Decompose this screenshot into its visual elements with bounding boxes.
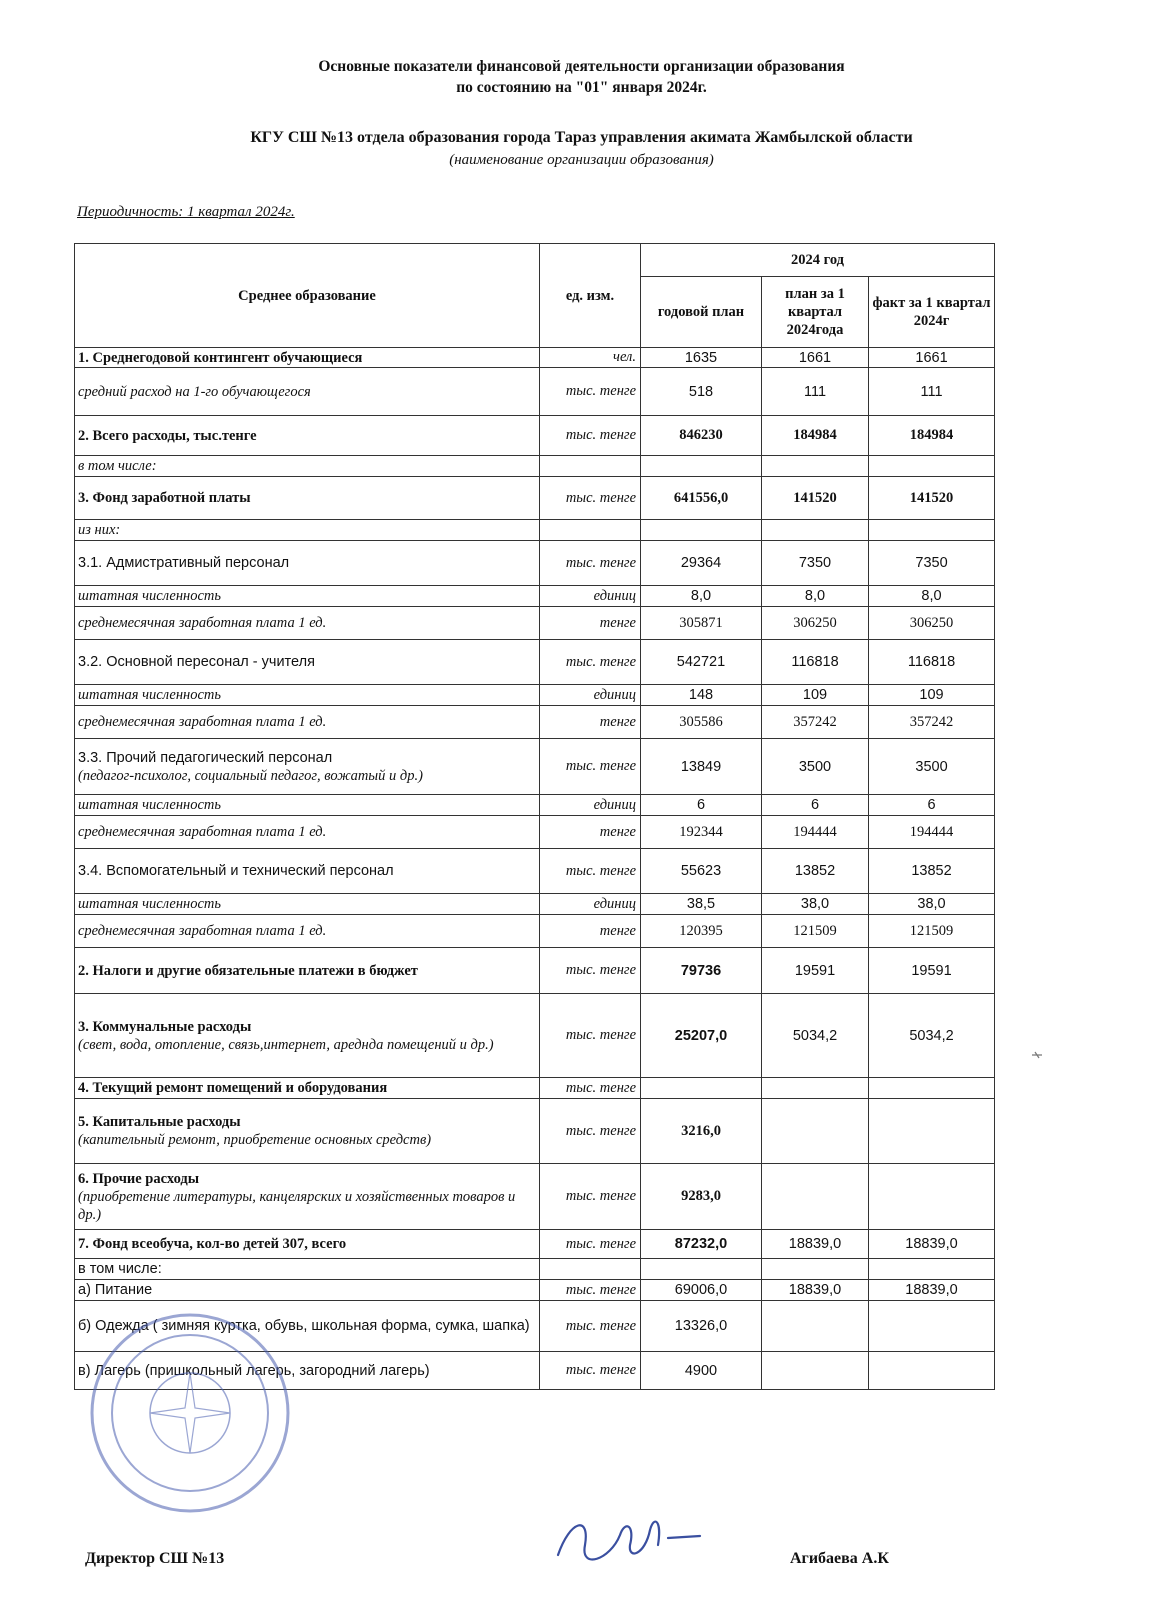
- column-header-year: 2024 год: [641, 244, 995, 277]
- row-value-plan: 192344: [641, 816, 762, 849]
- stamp-seal: [85, 1308, 295, 1518]
- row-name-text: штатная численность: [78, 797, 221, 813]
- row-value-q1fact: 8,0: [869, 586, 995, 607]
- row-value-plan: 641556,0: [641, 477, 762, 520]
- row-value-plan: 55623: [641, 849, 762, 894]
- row-unit: тыс. тенге: [540, 1301, 641, 1352]
- row-value-q1plan: 8,0: [762, 586, 869, 607]
- row-name: [75, 586, 540, 607]
- row-name-text: 4. Текущий ремонт помещений и оборудования: [78, 1080, 388, 1096]
- row-value-q1fact: [869, 520, 995, 541]
- row-name-text: 5. Капитальные расходы: [78, 1114, 241, 1130]
- row-value-q1fact: 5034,2: [869, 994, 995, 1078]
- row-value-q1fact: 3500: [869, 739, 995, 795]
- row-value-q1fact: [869, 1078, 995, 1099]
- table-row: [75, 477, 995, 520]
- row-value-q1fact: 18839,0: [869, 1230, 995, 1259]
- row-value-plan: 87232,0: [641, 1230, 762, 1259]
- row-name: [75, 1164, 540, 1230]
- row-value-plan: [641, 456, 762, 477]
- row-name-text: 3.3. Прочий педагогический персонал: [78, 749, 333, 766]
- row-value-q1plan: 6: [762, 795, 869, 816]
- table-row: [75, 706, 995, 739]
- table-row: [75, 456, 995, 477]
- row-unit: тыс. тенге: [540, 739, 641, 795]
- row-name: [75, 607, 540, 640]
- table-row: [75, 739, 995, 795]
- row-name: [75, 368, 540, 416]
- row-name: [75, 795, 540, 816]
- row-value-q1plan: 18839,0: [762, 1280, 869, 1301]
- row-value-q1plan: [762, 1352, 869, 1390]
- column-header-name: Среднее образование: [75, 244, 540, 348]
- row-name-text: среднемесячная заработная плата 1 ед.: [78, 615, 327, 631]
- scan-speck: [1030, 1050, 1044, 1060]
- table-row: [75, 849, 995, 894]
- row-name-text: в) Лагерь (пришкольный лагерь, загородний лагерь): [78, 1362, 430, 1379]
- table-row: [75, 1230, 995, 1259]
- row-name: [75, 948, 540, 994]
- row-value-q1plan: 111: [762, 368, 869, 416]
- row-value-q1plan: 3500: [762, 739, 869, 795]
- row-name: [75, 416, 540, 456]
- document-title-line2: по состоянию на "01" января 2024г.: [456, 79, 707, 96]
- row-value-q1plan: 7350: [762, 541, 869, 586]
- row-value-q1plan: 194444: [762, 816, 869, 849]
- table-row: [75, 1280, 995, 1301]
- row-unit: единиц: [540, 795, 641, 816]
- row-unit: единиц: [540, 894, 641, 915]
- table-body: [75, 348, 995, 1390]
- row-name: [75, 1230, 540, 1259]
- row-name: [75, 1280, 540, 1301]
- row-value-q1fact: 121509: [869, 915, 995, 948]
- row-value-q1plan: 5034,2: [762, 994, 869, 1078]
- table-row: [75, 416, 995, 456]
- financial-indicators-table: [74, 243, 995, 1390]
- row-name: [75, 1099, 540, 1164]
- row-value-plan: 846230: [641, 416, 762, 456]
- row-name-text: 3.4. Вспомогательный и технический персонал: [78, 863, 394, 879]
- row-value-q1plan: [762, 1259, 869, 1280]
- row-value-plan: 79736: [641, 948, 762, 994]
- row-name: [75, 816, 540, 849]
- row-value-q1fact: [869, 1301, 995, 1352]
- row-name: [75, 706, 540, 739]
- row-value-plan: 1635: [641, 348, 762, 368]
- row-name-text: 3. Коммунальные расходы: [78, 1018, 252, 1035]
- row-name-text: 7. Фонд всеобуча, кол-во детей 307, всего: [78, 1236, 347, 1252]
- row-value-plan: [641, 1259, 762, 1280]
- row-name-text: 3.2. Основной пересонал - учителя: [78, 654, 315, 670]
- row-unit: [540, 456, 641, 477]
- row-unit: тыс. тенге: [540, 1230, 641, 1259]
- row-value-q1plan: 116818: [762, 640, 869, 685]
- row-value-q1plan: 13852: [762, 849, 869, 894]
- row-value-plan: 6: [641, 795, 762, 816]
- row-value-plan: 518: [641, 368, 762, 416]
- row-value-q1plan: [762, 1099, 869, 1164]
- row-name-subtitle: (педагог-психолог, социальный педагог, вожатый и др.): [78, 767, 423, 784]
- row-value-plan: 25207,0: [641, 994, 762, 1078]
- row-value-q1fact: 1661: [869, 348, 995, 368]
- row-unit: тыс. тенге: [540, 994, 641, 1078]
- row-value-q1fact: 6: [869, 795, 995, 816]
- table-row: [75, 1078, 995, 1099]
- row-name-text: б) Одежда ( зимняя куртка, обувь, школьная форма, сумка, шапка): [78, 1318, 530, 1334]
- column-header-annual-plan: годовой план: [641, 277, 762, 348]
- row-name: [75, 685, 540, 706]
- column-header-unit: ед. изм.: [540, 244, 641, 348]
- row-unit: тыс. тенге: [540, 1078, 641, 1099]
- table-row: [75, 894, 995, 915]
- row-value-q1plan: [762, 456, 869, 477]
- row-unit: тыс. тенге: [540, 1099, 641, 1164]
- row-value-q1fact: 184984: [869, 416, 995, 456]
- column-header-q1-fact: факт за 1 квартал 2024г: [869, 277, 995, 348]
- organization-name: КГУ СШ №13 отдела образования города Тараз управления акимата Жамбылской области: [250, 129, 913, 146]
- row-value-plan: 8,0: [641, 586, 762, 607]
- row-value-plan: 305871: [641, 607, 762, 640]
- row-value-q1fact: [869, 1099, 995, 1164]
- table-row: [75, 1164, 995, 1230]
- table-row: [75, 795, 995, 816]
- row-value-plan: 3216,0: [641, 1099, 762, 1164]
- row-name: [75, 477, 540, 520]
- row-name-text: 2. Налоги и другие обязательные платежи в бюджет: [78, 962, 418, 979]
- table-row: [75, 348, 995, 368]
- row-name-text: 3.1. Адмистративный персонал: [78, 555, 290, 571]
- organization-caption: (наименование организации образования): [449, 152, 714, 168]
- table-row: [75, 685, 995, 706]
- row-unit: тенге: [540, 607, 641, 640]
- row-unit: тыс. тенге: [540, 948, 641, 994]
- table-row: [75, 607, 995, 640]
- row-name-text: 1. Среднегодовой контингент обучающиеся: [78, 349, 363, 366]
- row-value-q1plan: 18839,0: [762, 1230, 869, 1259]
- row-value-q1fact: 141520: [869, 477, 995, 520]
- table-row: [75, 816, 995, 849]
- row-name: [75, 849, 540, 894]
- row-value-q1fact: 109: [869, 685, 995, 706]
- row-name-subtitle: (капительный ремонт, приобретение основных средств): [78, 1132, 432, 1148]
- row-value-q1fact: 38,0: [869, 894, 995, 915]
- row-unit: тыс. тенге: [540, 541, 641, 586]
- row-value-q1plan: [762, 1301, 869, 1352]
- row-name: [75, 994, 540, 1078]
- row-name-subtitle: (приобретение литературы, канцелярских и хозяйственных товаров и др.): [78, 1188, 516, 1223]
- row-name: [75, 739, 540, 795]
- row-value-q1fact: [869, 1259, 995, 1280]
- row-value-q1plan: [762, 520, 869, 541]
- row-value-plan: 13849: [641, 739, 762, 795]
- row-value-q1fact: 306250: [869, 607, 995, 640]
- row-name-text: среднемесячная заработная плата 1 ед.: [78, 923, 327, 939]
- row-value-plan: 305586: [641, 706, 762, 739]
- row-unit: тыс. тенге: [540, 477, 641, 520]
- row-value-q1fact: 13852: [869, 849, 995, 894]
- row-value-q1plan: 306250: [762, 607, 869, 640]
- row-value-q1plan: 141520: [762, 477, 869, 520]
- row-name-text: 3. Фонд заработной платы: [78, 490, 251, 506]
- table-row: [75, 520, 995, 541]
- row-value-plan: 29364: [641, 541, 762, 586]
- table-row: [75, 586, 995, 607]
- row-unit: тенге: [540, 706, 641, 739]
- periodicity: Периодичность: 1 квартал 2024г.: [77, 204, 295, 220]
- row-name-text: штатная численность: [78, 687, 221, 703]
- row-value-plan: 542721: [641, 640, 762, 685]
- row-unit: тыс. тенге: [540, 640, 641, 685]
- row-name: [75, 1259, 540, 1280]
- table-row: [75, 1259, 995, 1280]
- row-unit: тенге: [540, 915, 641, 948]
- row-value-plan: 13326,0: [641, 1301, 762, 1352]
- row-value-plan: 120395: [641, 915, 762, 948]
- row-name-text: штатная численность: [78, 588, 221, 604]
- row-unit: тыс. тенге: [540, 368, 641, 416]
- row-value-plan: 4900: [641, 1352, 762, 1390]
- row-value-q1fact: 19591: [869, 948, 995, 994]
- row-value-q1fact: [869, 1164, 995, 1230]
- table-row: [75, 1099, 995, 1164]
- row-name: [75, 456, 540, 477]
- row-name-text: в том числе:: [78, 1261, 162, 1277]
- row-unit: тыс. тенге: [540, 416, 641, 456]
- table-row: [75, 541, 995, 586]
- row-value-q1plan: [762, 1078, 869, 1099]
- row-value-q1fact: 116818: [869, 640, 995, 685]
- row-unit: тыс. тенге: [540, 1164, 641, 1230]
- row-name-text: средний расход на 1-го обучающегося: [78, 383, 311, 400]
- row-unit: тыс. тенге: [540, 849, 641, 894]
- row-value-q1plan: 1661: [762, 348, 869, 368]
- director-signature: [550, 1500, 710, 1580]
- row-value-plan: 69006,0: [641, 1280, 762, 1301]
- row-unit: тыс. тенге: [540, 1280, 641, 1301]
- row-name: [75, 1078, 540, 1099]
- row-name: [75, 640, 540, 685]
- row-value-plan: [641, 520, 762, 541]
- table-row: [75, 368, 995, 416]
- row-value-q1plan: 38,0: [762, 894, 869, 915]
- row-name-subtitle: (свет, вода, отопление, связь,интернет, ареднда помещений и др.): [78, 1036, 494, 1053]
- row-value-q1fact: 357242: [869, 706, 995, 739]
- row-value-q1fact: [869, 1352, 995, 1390]
- row-value-q1plan: 357242: [762, 706, 869, 739]
- row-value-q1fact: 194444: [869, 816, 995, 849]
- table-row: [75, 994, 995, 1078]
- row-unit: единиц: [540, 586, 641, 607]
- signature-label: Директор СШ №13: [85, 1550, 225, 1567]
- document-title-line1: Основные показатели финансовой деятельности организации образования: [318, 58, 845, 75]
- row-name-text: а) Питание: [78, 1282, 153, 1298]
- table-row: [75, 640, 995, 685]
- row-name: [75, 894, 540, 915]
- row-value-q1plan: 109: [762, 685, 869, 706]
- row-name-text: штатная численность: [78, 896, 221, 912]
- row-name-text: в том числе:: [78, 458, 157, 474]
- row-value-plan: 9283,0: [641, 1164, 762, 1230]
- row-value-plan: [641, 1078, 762, 1099]
- signer-name: Агибаева А.К: [790, 1550, 889, 1567]
- column-header-q1-plan: план за 1 квартал 2024года: [762, 277, 869, 348]
- row-name-text: среднемесячная заработная плата 1 ед.: [78, 824, 327, 840]
- row-value-q1plan: 19591: [762, 948, 869, 994]
- row-name-text: из них:: [78, 522, 121, 538]
- row-value-q1plan: [762, 1164, 869, 1230]
- row-name-text: 2. Всего расходы, тыс.тенге: [78, 427, 257, 444]
- row-name: [75, 520, 540, 541]
- row-name: [75, 348, 540, 368]
- row-value-q1fact: 7350: [869, 541, 995, 586]
- row-name-text: среднемесячная заработная плата 1 ед.: [78, 714, 327, 730]
- row-unit: чел.: [540, 348, 641, 368]
- row-value-q1fact: [869, 456, 995, 477]
- row-unit: тенге: [540, 816, 641, 849]
- row-value-q1fact: 18839,0: [869, 1280, 995, 1301]
- table-row: [75, 915, 995, 948]
- row-name-text: 6. Прочие расходы: [78, 1170, 200, 1187]
- row-unit: [540, 520, 641, 541]
- row-name: [75, 915, 540, 948]
- row-unit: тыс. тенге: [540, 1352, 641, 1390]
- row-value-q1fact: 111: [869, 368, 995, 416]
- row-name: [75, 541, 540, 586]
- row-value-q1plan: 184984: [762, 416, 869, 456]
- row-value-q1plan: 121509: [762, 915, 869, 948]
- row-value-plan: 148: [641, 685, 762, 706]
- row-unit: [540, 1259, 641, 1280]
- table-row: [75, 948, 995, 994]
- row-unit: единиц: [540, 685, 641, 706]
- row-value-plan: 38,5: [641, 894, 762, 915]
